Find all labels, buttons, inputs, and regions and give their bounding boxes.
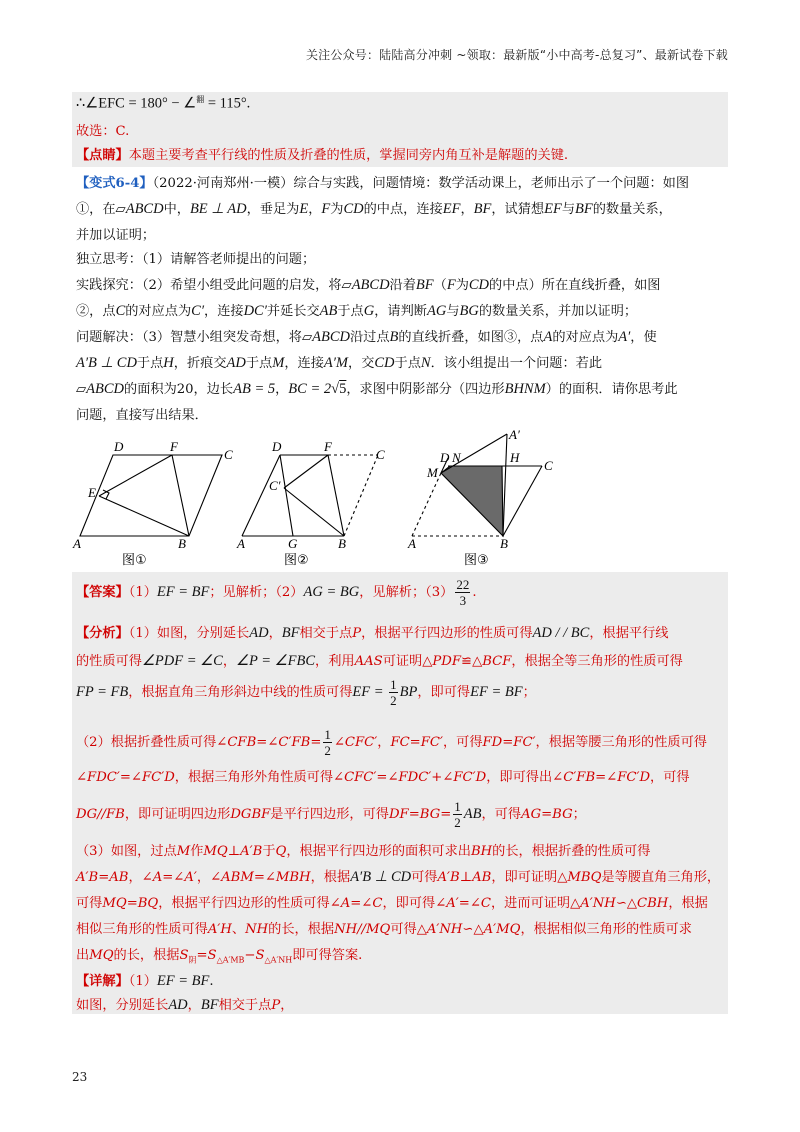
geometry-figures	[72, 430, 572, 570]
fig3-segment-ApB	[503, 434, 507, 536]
prev-tip-line: 【点睛】本题主要考查平行线的性质及折叠的性质，掌握同旁内角互补是解题的关键.	[76, 148, 569, 163]
fig1-label-B: B	[178, 536, 186, 551]
analysis-line-11: 出MQ的长，根据$S_阴=S_{\triangle A'MB}-S_{\triangle A'NH}$即可得答案.	[76, 948, 363, 965]
fig3-label-B: B	[500, 536, 508, 551]
fig2-segment-DG	[280, 455, 293, 536]
half-fraction-3: $\frac{1}{2}$	[454, 799, 461, 830]
fig2-caption: 图②	[284, 553, 309, 568]
figure-1	[80, 455, 222, 536]
fig2-label-B: B	[338, 536, 346, 551]
fig1-labels	[72, 439, 233, 568]
problem-line-6: ②，点C的对应点为C′，连接DC′并延长交AB于点G，请判断AG与BG的数量关系，并加以证明；	[76, 303, 638, 319]
fig2-label-A: A	[237, 536, 245, 551]
fig2-labels	[236, 439, 385, 568]
fig2-segment-BF	[328, 455, 344, 536]
figure-3	[412, 434, 542, 536]
fig3-label-Aprime: A′	[509, 430, 520, 442]
fig2-side-BC-dashed	[344, 455, 378, 536]
problem-line-7: 问题解决：（3）智慧小组突发奇想，将▱ABCD沿过点B的直线折叠，如图③，点A的对应点为A′，使	[76, 329, 657, 345]
fig2-label-C: C	[376, 447, 385, 462]
prev-result-line: ∴∠EFC = 180° − ∠$^翻$ = 115°.	[76, 95, 251, 112]
fig3-label-A: A	[408, 536, 416, 551]
analysis-line-4: （2）根据折叠性质可得∠CFB=∠C′FB= $\frac{1}{2}$ ∠CFC′，FC=FC′，可得FD=FC′，根据等腰三角形的性质可得	[76, 727, 707, 758]
fig3-label-H: H	[510, 450, 520, 465]
problem-line-3: 并加以证明；	[76, 228, 156, 243]
fig2-label-G: G	[288, 536, 298, 551]
fig1-caption: 图①	[122, 553, 147, 568]
problem-line-4: 独立思考：（1）请解答老师提出的问题；	[76, 252, 316, 267]
fig2-side-AD	[242, 455, 280, 536]
page-number: 23	[72, 1070, 88, 1084]
fig3-label-D: D	[440, 450, 450, 465]
analysis-line-3: FP = FB，根据直角三角形斜边中线的性质可得EF = $\frac{1}{2}$ BP，即可得EF = BF；	[76, 677, 536, 708]
answer-line: 【答案】（1）EF = BF；见解析；（2）AG = BG，见解析；（3） $\frac{22}{3}$ .	[76, 577, 477, 608]
analysis-line-7: （3）如图，过点M作MQ⊥A′B于Q，根据平行四边形的面积可求出BH的长，根据折叠的性质可得	[76, 844, 651, 859]
detail-line-1: 【详解】（1）EF = BF.	[76, 973, 214, 989]
fig2-label-Cprime: C′	[269, 478, 281, 493]
fig1-label-D: D	[114, 439, 124, 454]
fig3-label-N: N	[452, 450, 461, 465]
analysis-line-5: ∠FDC′=∠FC′D，根据三角形外角性质可得∠CFC′=∠FDC′+∠FC′D，即可得出∠C′FB=∠FC′D，可得	[76, 770, 690, 785]
fig3-label-C: C	[544, 458, 553, 473]
fig3-label-M: M	[427, 465, 438, 480]
figures-svg	[72, 430, 572, 570]
detail-line-2: 如图，分别延长AD，BF相交于点P，	[76, 997, 294, 1013]
fig1-segment-BF	[172, 455, 189, 536]
problem-line-8: A′B ⊥ CD于点H，折痕交AD于点M，连接A′M，交CD于点N．该小组提出一个问题：若此	[76, 355, 603, 371]
fig1-label-C: C	[224, 447, 233, 462]
fig2-segment-CpB	[284, 488, 344, 536]
problem-statement	[72, 168, 728, 430]
page-header: 关注公众号：陆陆高分冲刺 ~领取：最新版“小中高考-总复习”、最新试卷下载	[305, 48, 728, 62]
solution-block	[72, 572, 728, 1014]
fig3-shaded-BHNM	[441, 466, 503, 536]
figure-2	[242, 455, 378, 536]
prev-solution	[72, 92, 728, 167]
fig1-label-A: A	[73, 536, 81, 551]
analysis-line-8: A′B=AB，∠A=∠A′，∠ABM=∠MBH，根据A′B ⊥ CD可得A′B⊥AB，即可证明△MBQ是等腰直角三角形，	[76, 869, 721, 885]
analysis-line-9: 可得MQ=BQ，根据平行四边形的性质可得∠A=∠C，即可得∠A′=∠C，进而可证明△A′NH∽△CBH，根据	[76, 896, 708, 911]
problem-line-9: ▱ABCD的面积为20，边长AB = 5，BC = 2√5，求图中阴影部分（四边形BHNM）的面积．请你思考此	[76, 381, 678, 397]
problem-line-2: ①，在▱ABCD中，BE ⊥ AD，垂足为E，F为CD的中点，连接EF，BF，试猜想EF与BF的数量关系，	[76, 201, 672, 217]
fig2-segment-FCp	[284, 455, 328, 488]
fig3-side-AM-dashed	[412, 473, 441, 536]
fig3-side-BC	[503, 466, 542, 536]
fig3-caption: 图③	[464, 553, 489, 568]
fig1-label-E: E	[88, 485, 96, 500]
fig1-segment-BE	[99, 496, 189, 536]
problem-line-5: 实践探究：（2）希望小组受此问题的启发，将▱ABCD沿着BF（F为CD的中点）所在直线折叠，如图	[76, 277, 661, 293]
answer-fraction: $\frac{22}{3}$	[456, 577, 470, 608]
problem-line-1: 【变式6-4】（2022·河南郑州·一模）综合与实践，问题情境：数学活动课上，老师出示了一个问题：如图	[76, 176, 690, 191]
problem-line-10: 问题，直接写出结果．	[76, 408, 208, 423]
analysis-line-10: 相似三角形的性质可得A′H、NH的长，根据NH//MQ可得△A′NH∽△A′MQ，根据相似三角形的性质可求	[76, 922, 692, 937]
analysis-line-1: 【分析】（1）如图，分别延长AD，BF相交于点P，根据平行四边形的性质可得AD / / BC，根据平行线	[76, 625, 669, 641]
prev-answer-line: 故选：C.	[76, 124, 130, 139]
half-fraction: $\frac{1}{2}$	[390, 677, 397, 708]
analysis-line-2: 的性质可得∠PDF = ∠C，∠P = ∠FBC，利用AAS可证明△PDF≌△BCF，根据全等三角形的性质可得	[76, 653, 683, 669]
analysis-line-6: DG//FB，即可证明四边形DGBF是平行四边形，可得DF=BG= $\frac{1}{2}$ AB，可得AG=BG；	[76, 799, 586, 830]
fig1-label-F: F	[170, 439, 178, 454]
half-fraction-2: $\frac{1}{2}$	[324, 727, 331, 758]
fig2-label-D: D	[272, 439, 282, 454]
fig2-label-F: F	[324, 439, 332, 454]
